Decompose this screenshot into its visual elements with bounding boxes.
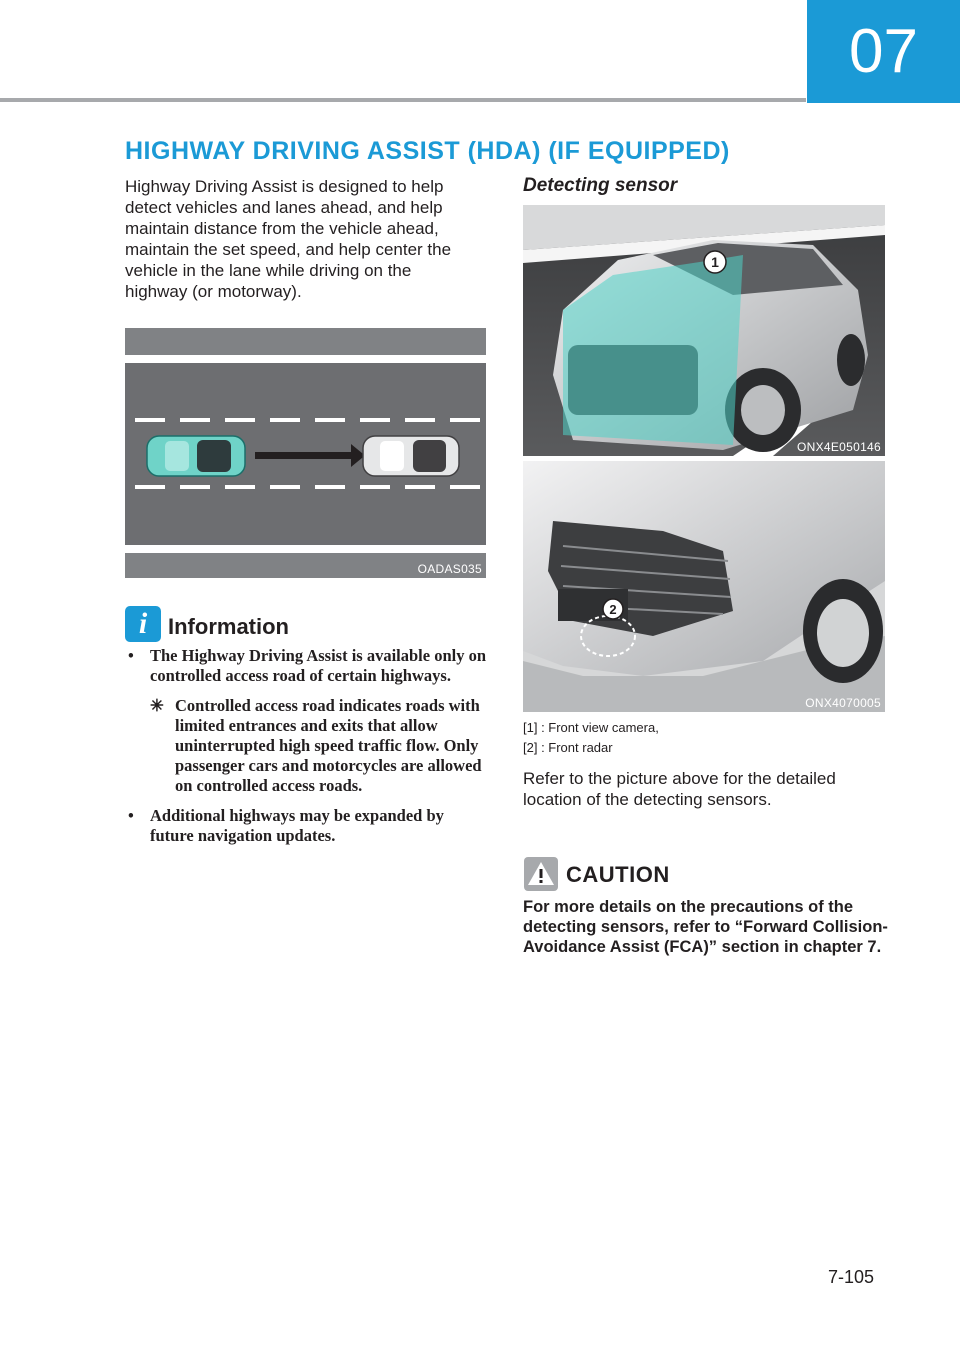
figure-code: OADAS035	[417, 562, 482, 576]
header-rule	[0, 98, 806, 102]
chapter-tab: 07	[807, 0, 960, 103]
bullet-icon: •	[128, 646, 134, 665]
figure-code: ONX4E050146	[796, 440, 881, 454]
camera-marker: 1	[711, 254, 719, 270]
caution-body: For more details on the precautions of the detecting sensors, refer to “Forward Collision-Avoidance Assist (FCA)” section in chapter 7.	[523, 898, 888, 956]
figure-legend	[523, 718, 659, 758]
asterisk-icon: ✳	[150, 696, 164, 715]
radar-marker: 2	[609, 602, 617, 617]
road-drawing	[125, 328, 486, 578]
caution-title: CAUTION	[566, 862, 670, 887]
detecting-sensor-title: Detecting sensor	[523, 175, 678, 196]
info-icon: i	[125, 606, 161, 642]
camera-photo	[523, 205, 885, 456]
host-car	[147, 436, 245, 476]
bullet-text: The Highway Driving Assist is available only on controlled access road of certain highways.	[150, 646, 487, 685]
bullet-icon: •	[128, 806, 134, 825]
information-list	[128, 646, 490, 856]
legend-camera: [1] : Front view camera,	[523, 720, 659, 735]
intro-paragraph: Highway Driving Assist is designed to help detect vehicles and lanes ahead, and help maintain distance from the vehicle ahead, maintain the set speed, and help center the vehicle in the lane while driving on the highway (or motorway).	[125, 177, 452, 301]
note-text: Controlled access road indicates roads with limited entrances and exits that allow uninterrupted high speed traffic flow. Only passenger cars and motorcycles are allowed on controlled access roads.	[175, 696, 482, 795]
refer-paragraph: Refer to the picture above for the detailed location of the detecting sensors.	[523, 769, 836, 809]
information-title: Information	[168, 614, 289, 639]
lead-car	[363, 436, 459, 476]
list-item	[128, 806, 490, 846]
radar-drawing	[523, 461, 885, 712]
legend-radar: [2] : Front radar	[523, 740, 613, 755]
warning-triangle-icon	[524, 857, 558, 891]
list-item	[128, 646, 490, 686]
bullet-text: Additional highways may be expanded by future navigation updates.	[150, 806, 444, 845]
radar-photo	[523, 461, 885, 712]
figure-code: ONX4070005	[805, 696, 881, 710]
list-note	[150, 696, 490, 796]
section-title: HIGHWAY DRIVING ASSIST (HDA) (IF EQUIPPED)	[125, 137, 730, 165]
page-number: 7-105	[828, 1267, 875, 1287]
camera-drawing	[523, 205, 885, 456]
road-illustration	[125, 328, 486, 578]
